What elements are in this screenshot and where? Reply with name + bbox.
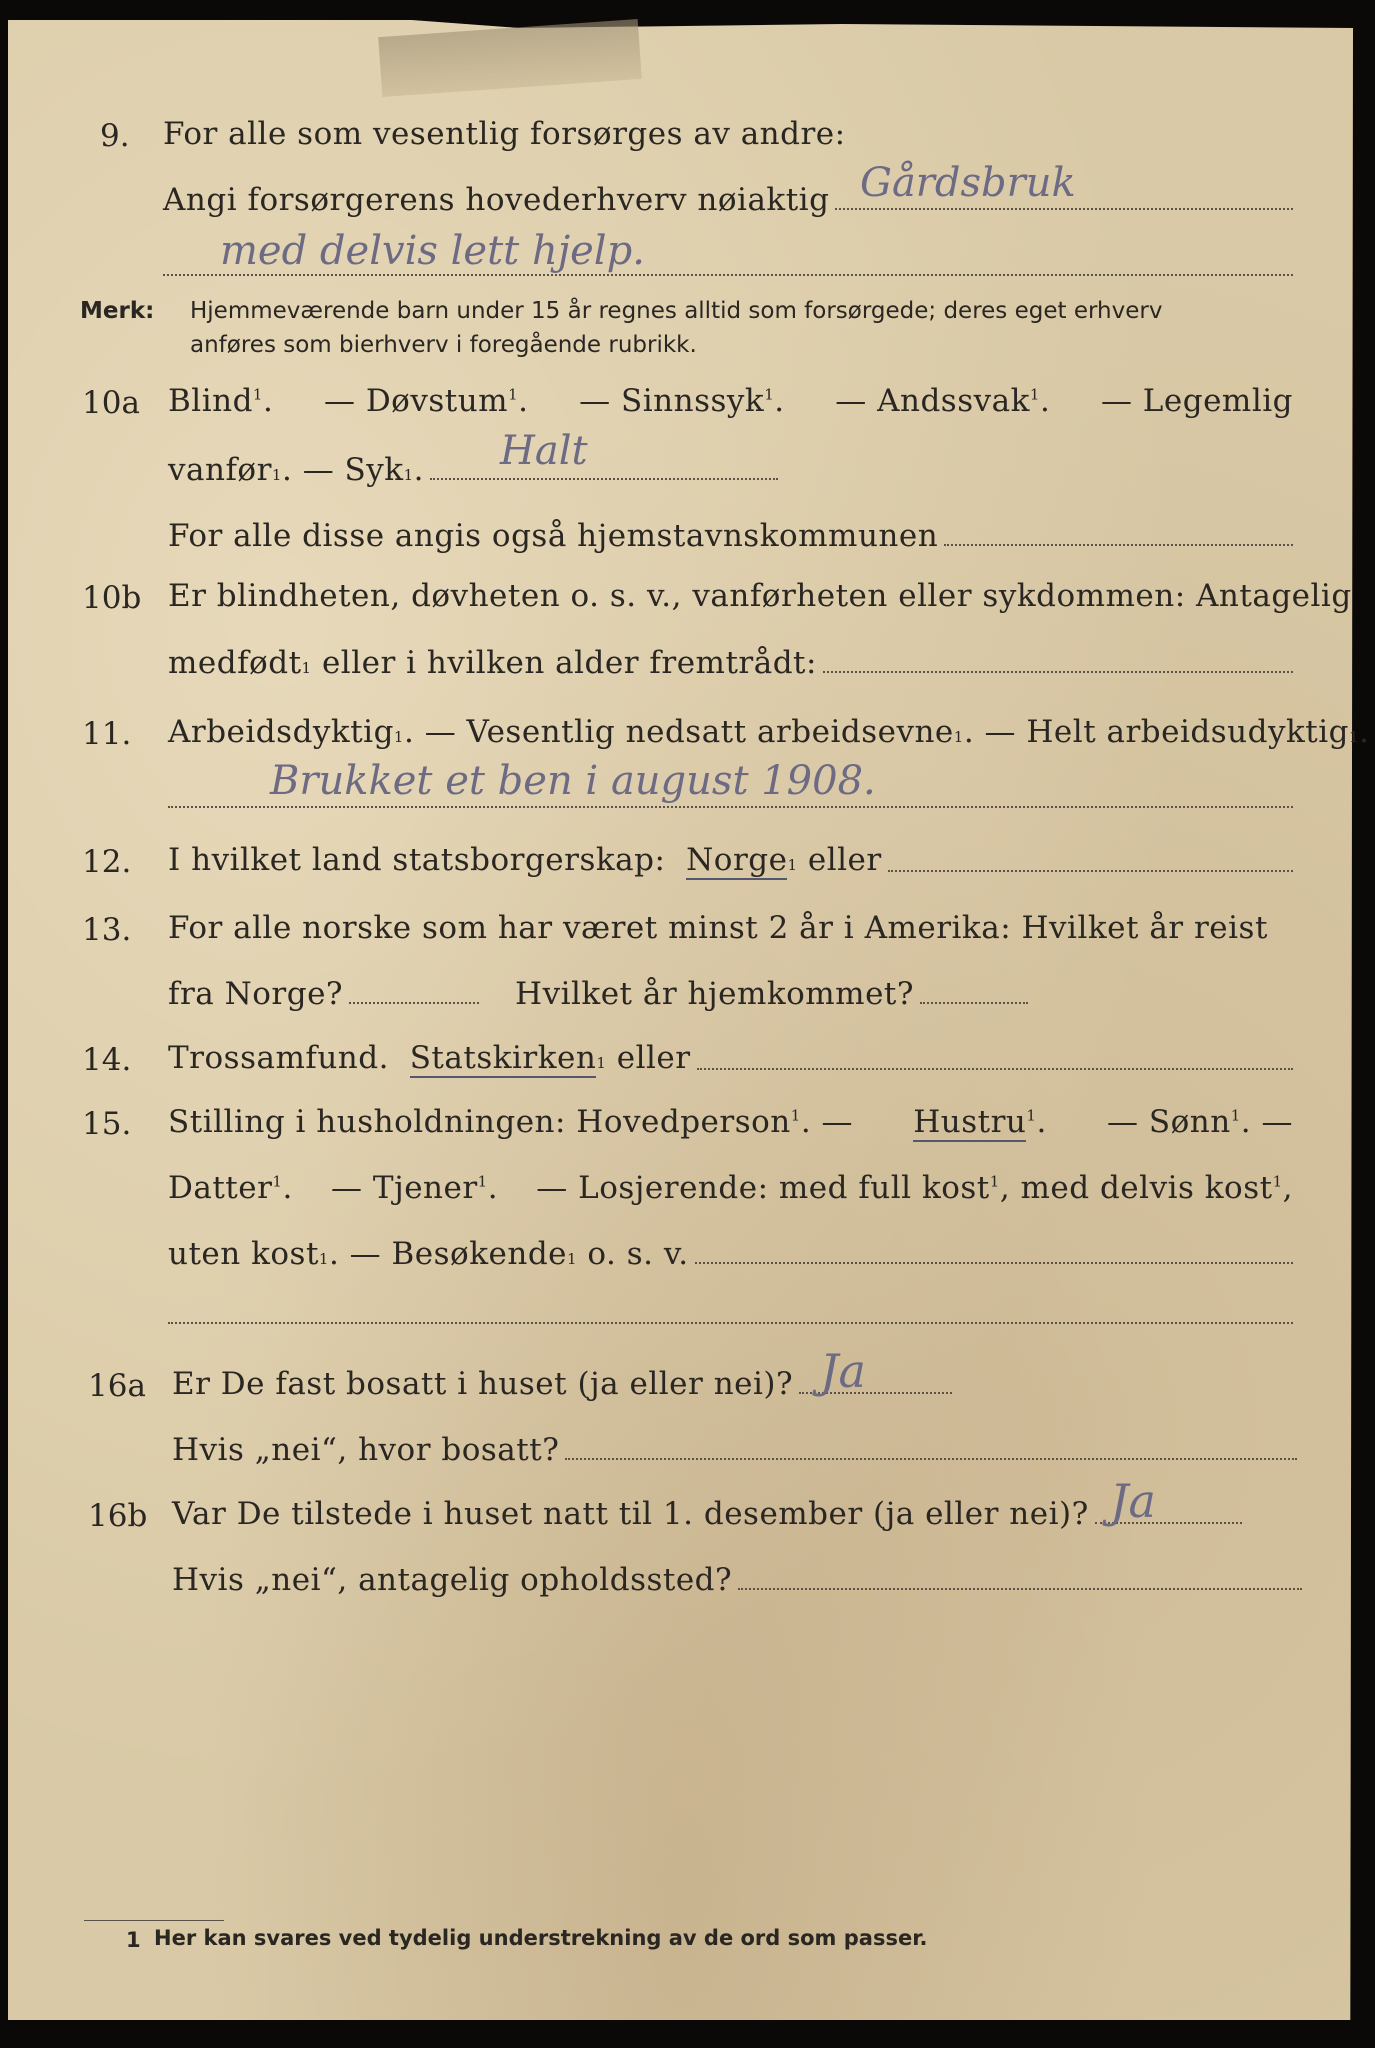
q10a-sinnssyk: — Sinnssyk — [579, 383, 765, 419]
q10a-number: 10a — [82, 385, 140, 421]
q16b-label: Var De tilstede i huset natt til 1. desember (ja eller nei)? — [172, 1496, 1089, 1532]
q16a-number: 16a — [88, 1368, 146, 1404]
footnote-text: Her kan svares ved tydelig understrekning av de ord som passer. — [154, 1926, 928, 1950]
q16b-opholdssted-leader — [738, 1588, 1302, 1590]
q13-hjemkommet-label: Hvilket år hjemkommet? — [515, 976, 915, 1012]
footnote-rule — [84, 1920, 224, 1921]
q15-osv: o. s. v. — [587, 1236, 689, 1272]
q15-line3: uten kost 1 . — Besøkende 1 o. s. v. — [168, 1236, 1293, 1272]
merk-line1: Hjemmeværende barn under 15 år regnes alltid som forsørgede; deres eget erhverv — [190, 298, 1163, 324]
q15-delvis: , med delvis kost — [999, 1170, 1273, 1206]
q12-eller: eller — [807, 842, 882, 878]
q15-number: 15. — [82, 1106, 132, 1142]
q14-leader — [697, 1068, 1293, 1070]
q12-label: I hvilket land statsborgerskap: — [168, 842, 666, 878]
q11-arbeidsdyktig: Arbeidsdyktig — [168, 714, 394, 750]
q11-line2-leader — [168, 806, 1293, 808]
q15-line4-leader — [168, 1322, 1293, 1324]
q16a-line2 — [172, 1432, 1297, 1468]
q10a-line3 — [168, 518, 1293, 554]
q15-besokende: — Besøkende — [349, 1236, 568, 1272]
q12-leader — [888, 870, 1293, 872]
q15-line1: Stilling i husholdningen: Hovedperson$^1$. — Hustru$^1$. — Sønn$^1$. — — [168, 1104, 1293, 1140]
q9-line2 — [163, 182, 1293, 218]
q14-statskirken: Statskirken — [409, 1040, 597, 1076]
q15-tjener: — Tjener — [331, 1170, 478, 1206]
q15-uten: uten kost — [168, 1236, 319, 1272]
q15-leader — [695, 1262, 1293, 1264]
q15-datter: Datter — [168, 1170, 273, 1206]
q10b-line1: Er blindheten, døvheten o. s. v., vanførheten eller sykdommen: Antagelig — [168, 578, 1352, 614]
q9-number: 9. — [100, 118, 130, 154]
q13-reist-leader — [349, 1002, 479, 1004]
q16b-line2 — [172, 1562, 1302, 1598]
q9-occupation-handwriting-2: med delvis lett hjelp. — [220, 228, 645, 274]
q16b-handwriting: Ja — [1110, 1474, 1156, 1528]
q13-line2 — [168, 976, 1028, 1012]
q11-handwriting: Brukket et ben i august 1908. — [270, 758, 876, 804]
q16a-label: Er De fast bosatt i huset (ja eller nei)? — [172, 1366, 794, 1402]
q10b-alder-label: eller i hvilken alder fremtrådt: — [321, 645, 817, 681]
footnote-mark: 1 — [126, 1928, 141, 1952]
merk-line2: anføres som bierhverv i foregående rubrikk. — [190, 332, 697, 358]
q9-occupation-leader — [835, 208, 1293, 210]
q16a-handwriting: Ja — [820, 1344, 866, 1398]
q10b-medfodt: medfødt — [168, 645, 302, 681]
q10a-syk-leader — [430, 478, 778, 480]
q16b-number: 16b — [88, 1498, 148, 1534]
q10a-line2: vanfør 1 . — Syk 1 . — [168, 452, 778, 488]
q10a-line1: Blind$^1$. — Døvstum$^1$. — Sinnssyk$^1$. — Andssvak$^1$. — Legemlig — [168, 383, 1293, 419]
q9-line1: For alle som vesentlig forsørges av andre: — [163, 116, 846, 152]
q14-label: Trossamfund. — [168, 1040, 389, 1076]
q11-udyktig: — Helt arbeidsudyktig — [984, 714, 1349, 750]
q13-number: 13. — [82, 912, 132, 948]
q10a-hjemstavn-leader — [944, 544, 1293, 546]
q13-reist-label: fra Norge? — [168, 976, 344, 1012]
q11-line1: Arbeidsdyktig 1 . — Vesentlig nedsatt arbeidsevne 1 . — Helt arbeidsudyktig 1 . — [168, 714, 1370, 750]
merk-label: Merk: — [80, 298, 155, 324]
q14-eller: eller — [616, 1040, 691, 1076]
q15-losjerende: — Losjerende: med full kost — [536, 1170, 990, 1206]
q16b-opholdssted-label: Hvis „nei“, antagelig opholdssted? — [172, 1562, 733, 1598]
q13-line1: For alle norske som har været minst 2 år i Amerika: Hvilket år reist — [168, 910, 1268, 946]
q16b-line1 — [172, 1496, 1242, 1532]
q10b-line2: medfødt 1 eller i hvilken alder fremtrådt: — [168, 645, 1293, 681]
q14-number: 14. — [82, 1042, 132, 1078]
q15-hustru: Hustru — [913, 1104, 1027, 1140]
q9-line3-leader — [163, 274, 1293, 276]
q13-hjemkommet-leader — [920, 1002, 1028, 1004]
q12-norge: Norge — [686, 842, 788, 878]
q16a-bosatt-label: Hvis „nei“, hvor bosatt? — [172, 1432, 560, 1468]
q15-hovedperson: Stilling i husholdningen: Hovedperson — [168, 1104, 791, 1140]
q12-line: I hvilket land statsborgerskap: Norge 1 eller — [168, 842, 1293, 880]
q11-nedsatt: — Vesentlig nedsatt arbeidsevne — [424, 714, 954, 750]
q15-sonn: — Sønn — [1107, 1104, 1231, 1140]
q10b-alder-leader — [823, 671, 1293, 673]
q10a-legemlig: — Legemlig — [1100, 383, 1293, 419]
q11-number: 11. — [82, 716, 132, 752]
q9-occupation-label: Angi forsørgerens hovederhverv nøiaktig — [163, 182, 830, 218]
q12-number: 12. — [82, 844, 132, 880]
q10a-handwriting: Halt — [500, 428, 588, 474]
q10a-hjemstavn-label: For alle disse angis også hjemstavnskommunen — [168, 518, 939, 554]
q9-occupation-handwriting: Gårdsbruk — [860, 160, 1076, 206]
q16a-bosatt-leader — [565, 1458, 1297, 1460]
q15-line2: Datter$^1$. — Tjener$^1$. — Losjerende: med full kost$^1$, med delvis kost$^1$, — [168, 1170, 1293, 1206]
q14-line: Trossamfund. Statskirken 1 eller — [168, 1040, 1293, 1078]
q10a-vanfor: vanfør — [168, 452, 272, 488]
q10a-blind: Blind — [168, 383, 253, 419]
q10a-andssvak: — Andssvak — [835, 383, 1030, 419]
q10a-syk: — Syk — [302, 452, 404, 488]
q10a-dovstum: — Døvstum — [323, 383, 509, 419]
q10b-number: 10b — [82, 580, 142, 616]
